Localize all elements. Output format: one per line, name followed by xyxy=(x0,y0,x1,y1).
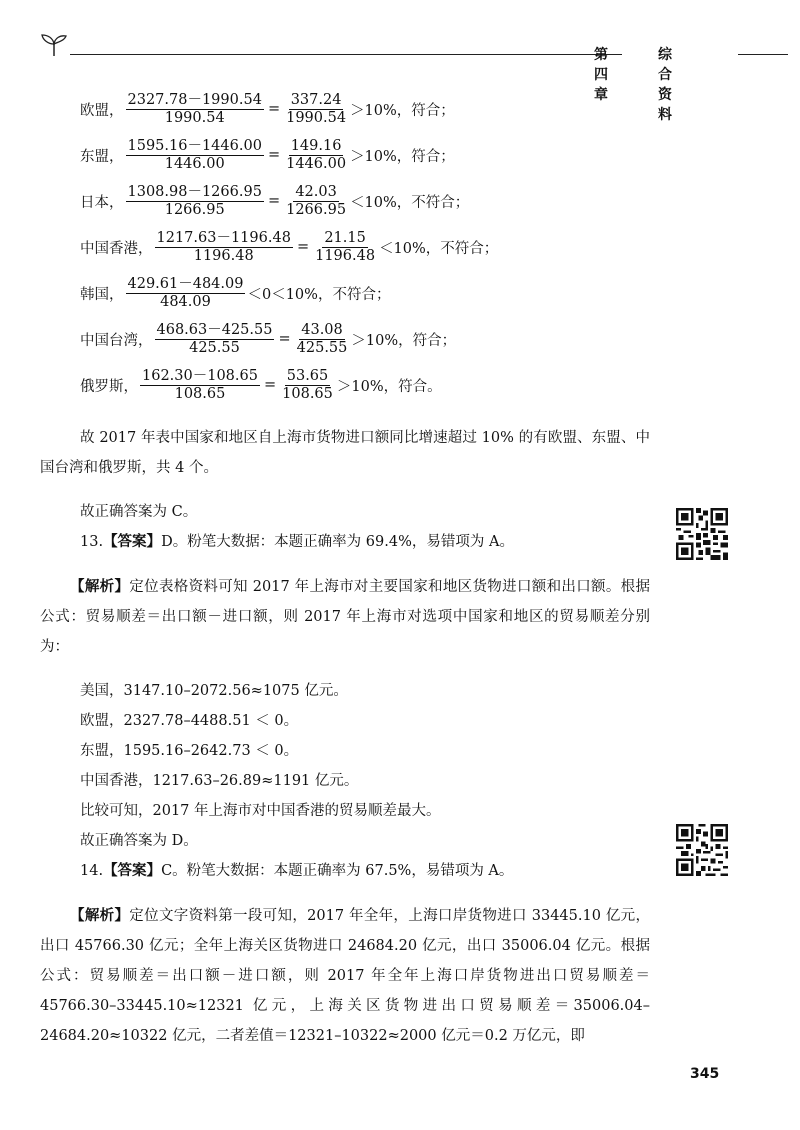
region-label: 东盟， xyxy=(80,148,124,165)
region-label: 日本， xyxy=(80,194,124,211)
numerator: 337.24 xyxy=(290,91,342,108)
numerator: 42.03 xyxy=(295,183,337,200)
q13-line: 东盟，1595.16–2642.73 ＜ 0。 xyxy=(80,743,299,759)
comparison-result: ＞10%，符合； xyxy=(350,148,455,165)
denominator: 1266.95 xyxy=(164,201,225,218)
denominator: 1266.95 xyxy=(286,201,347,218)
q13-line: 比较可知，2017 年上海市对中国香港的贸易顺差最大。 xyxy=(80,803,441,819)
calculation-list xyxy=(80,86,660,408)
sprout-icon xyxy=(40,32,68,58)
q14-answer-heading xyxy=(80,856,660,886)
calc-row xyxy=(80,362,660,408)
calc-row xyxy=(80,316,660,362)
question-number: 14. xyxy=(80,863,104,879)
header-rule-right xyxy=(738,54,788,55)
equals-sign: = xyxy=(278,331,291,347)
denominator: 425.55 xyxy=(296,339,348,356)
denominator: 1990.54 xyxy=(286,109,347,126)
answer-tag: 【答案】 xyxy=(103,862,162,879)
numerator: 149.16 xyxy=(290,137,342,154)
region-label: 中国香港， xyxy=(80,240,153,257)
calc-row xyxy=(80,224,660,270)
numerator: 43.08 xyxy=(301,321,343,338)
q13-line: 欧盟，2327.78–4488.51 ＜ 0。 xyxy=(80,713,299,729)
difference-fraction xyxy=(126,138,264,173)
numerator: 1308.98－1266.95 xyxy=(127,183,262,200)
numerator: 2327.78－1990.54 xyxy=(127,91,262,108)
region-label: 中国台湾， xyxy=(80,332,153,349)
numerator: 429.61－484.09 xyxy=(127,275,244,292)
ratio-fraction xyxy=(295,322,350,357)
page-number: 345 xyxy=(690,1066,720,1082)
difference-fraction xyxy=(155,230,293,265)
ratio-fraction xyxy=(284,138,348,173)
qr-code-icon[interactable] xyxy=(676,824,728,876)
denominator: 108.65 xyxy=(282,385,333,402)
equals-sign: = xyxy=(267,147,281,163)
ratio-fraction xyxy=(313,230,377,265)
comparison-result: ＜10%，不符合； xyxy=(350,194,470,211)
numerator: 162.30－108.65 xyxy=(142,367,258,384)
difference-fraction xyxy=(126,184,264,219)
answer-tag: 【答案】 xyxy=(103,533,162,550)
q13-line: 中国香港，1217.63–26.89≈1191 亿元。 xyxy=(80,773,359,789)
calc-row xyxy=(80,132,660,178)
comparison-result: ＜0＜10%，不符合； xyxy=(247,286,391,303)
q13-analysis xyxy=(40,572,650,662)
answer-text: C。粉笔大数据：本题正确率为 67.5%，易错项为 A。 xyxy=(161,863,514,879)
comparison-result: ＞10%，符合； xyxy=(351,332,457,349)
calc-row xyxy=(80,178,660,224)
region-label: 韩国， xyxy=(80,286,124,303)
ratio-fraction xyxy=(284,92,348,127)
equals-sign: = xyxy=(267,101,281,117)
section-title: 综合资料 xyxy=(658,47,673,123)
equals-sign: = xyxy=(296,239,310,255)
chapter-label: 第四章 xyxy=(594,47,609,103)
numerator: 468.63－425.55 xyxy=(156,321,273,338)
numerator: 1595.16－1446.00 xyxy=(127,137,262,154)
numerator: 53.65 xyxy=(286,367,329,384)
answer-line: 故正确答案为 C。 xyxy=(80,504,198,520)
denominator: 1196.48 xyxy=(193,247,254,264)
region-label: 欧盟， xyxy=(80,102,124,119)
denominator: 1446.00 xyxy=(164,155,225,172)
equals-sign: = xyxy=(267,193,281,209)
analysis-tag: 【解析】 xyxy=(70,906,130,924)
answer-text: D。粉笔大数据：本题正确率为 69.4%，易错项为 A。 xyxy=(161,534,514,550)
denominator: 108.65 xyxy=(174,385,226,402)
comparison-result: ＞10%，符合。 xyxy=(336,378,442,395)
calc-row xyxy=(80,270,660,316)
conclusion-paragraph: 故 2017 年表中国家和地区自上海市货物进口额同比增速超过 10% 的有欧盟、东盟、中国台湾和俄罗斯，共 4 个。 xyxy=(40,429,650,476)
page-content xyxy=(40,86,660,1065)
q13-line: 美国，3147.10–2072.56≈1075 亿元。 xyxy=(80,683,348,699)
q13-answer-heading xyxy=(80,527,660,557)
difference-fraction xyxy=(140,368,260,403)
denominator: 1990.54 xyxy=(164,109,225,126)
analysis-text: 定位表格资料可知 2017 年上海市对主要国家和地区货物进口额和出口额。根据公式：贸易顺差＝出口额－进口额，则 2017 年上海市对选项中国家和地区的贸易顺差分别为： xyxy=(40,578,651,655)
numerator: 1217.63－1196.48 xyxy=(156,229,291,246)
qr-code-icon[interactable] xyxy=(676,508,728,560)
denominator: 425.55 xyxy=(189,339,240,356)
difference-fraction xyxy=(126,276,246,311)
denominator: 484.09 xyxy=(160,293,211,310)
page-header xyxy=(40,30,762,66)
ratio-fraction xyxy=(280,368,335,403)
q14-analysis xyxy=(40,901,650,1051)
difference-fraction xyxy=(155,322,275,357)
equals-sign: = xyxy=(263,377,277,393)
header-rule xyxy=(70,54,622,55)
analysis-tag: 【解析】 xyxy=(70,577,130,595)
denominator: 1196.48 xyxy=(315,247,376,264)
difference-fraction xyxy=(126,92,264,127)
numerator: 21.15 xyxy=(324,229,366,246)
calc-row xyxy=(80,86,660,132)
comparison-result: ＜10%，不符合； xyxy=(379,240,499,257)
question-number: 13. xyxy=(80,534,104,550)
ratio-fraction xyxy=(284,184,348,219)
comparison-result: ＞10%，符合； xyxy=(350,102,455,119)
q13-line: 故正确答案为 D。 xyxy=(80,833,198,849)
analysis-text: 定位文字资料第一段可知，2017 年全年，上海口岸货物进口 33445.10 亿元，出口 45766.30 亿元；全年上海关区货物进口 24684.20 亿元，出口 35006.04 亿元。根据公式：贸易顺差＝出口额－进口额，则 2017 年全年上海口岸货物进出口贸易顺差＝45766.30–33445.10≈12321 亿元，上海关区货物进出口贸易顺差＝35006.04–24684.20≈10322 亿元，二者差值＝12321–10322≈2000 亿元＝0.2 万亿元，即 xyxy=(40,907,651,1044)
region-label: 俄罗斯， xyxy=(80,378,138,395)
denominator: 1446.00 xyxy=(286,155,347,172)
